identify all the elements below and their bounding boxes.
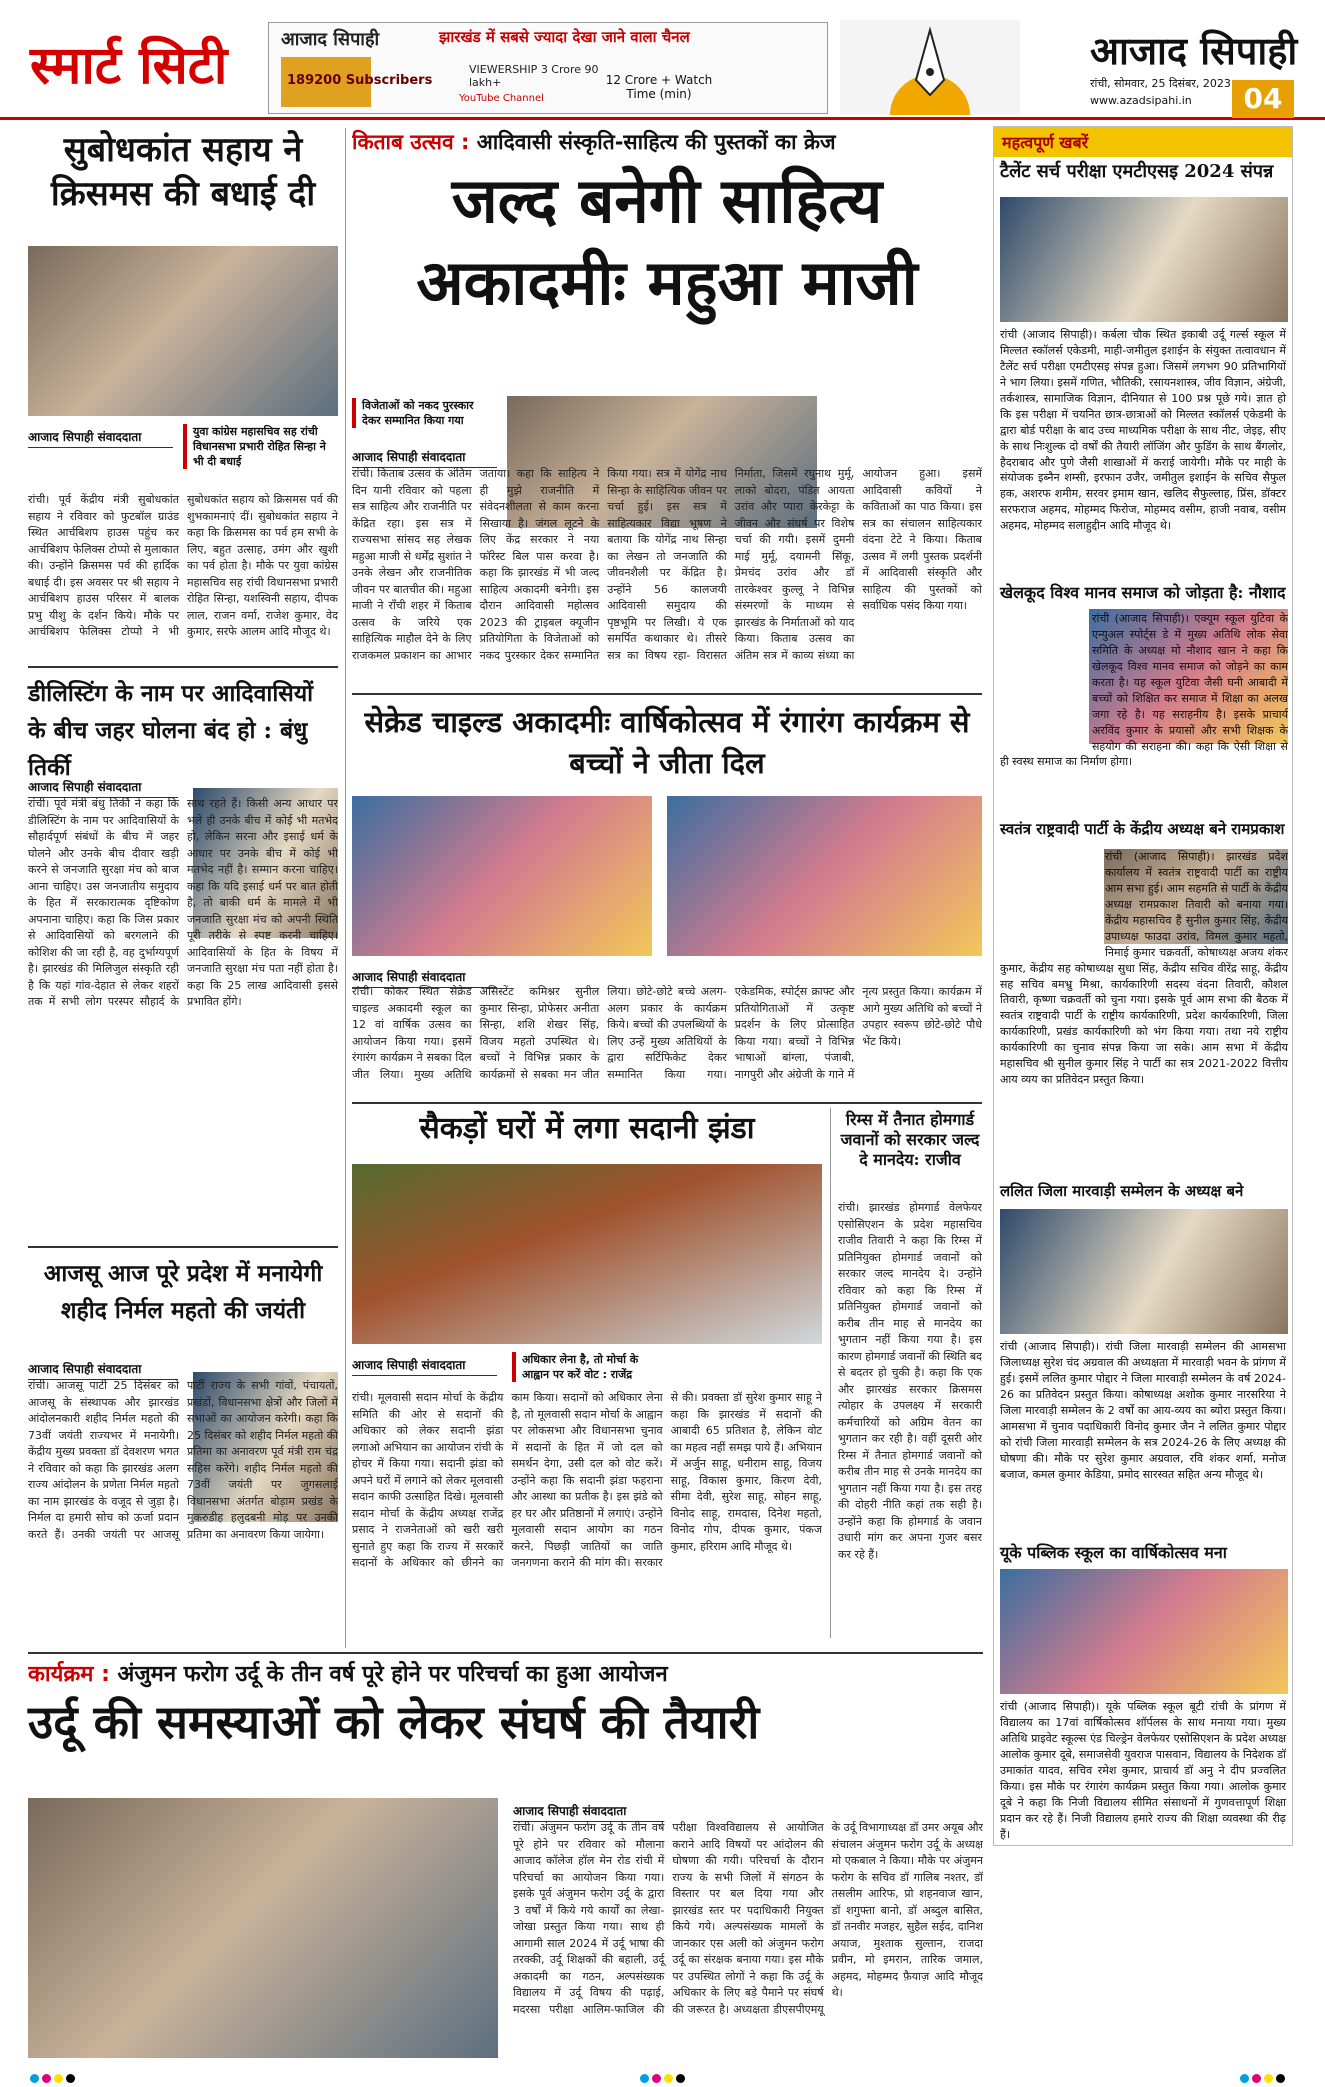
ad-viewership: VIEWERSHIP 3 Crore 90 lakh+ [469,63,599,89]
headline-bandhu-tirkey: डीलिस्टिंग के नाम पर आदिवासियों के बीच जहर घोलना बंद हो : बंधु तिर्की [28,680,314,781]
ad-banner[interactable] [268,22,828,114]
body-text: रांची। पूर्व मंत्री बंधु तिर्की ने कहा कि डीलिस्टिंग के नाम पर आदिवासियों के सौहार्दपूर्ण संबंधों के बीच में जहर घोलने और उनके बीच दीवार खड़ी करने से जनजाति सुरक्षा मंच को बाज आना चाहिए। उस जनजातीय समुदाय के हित में सरकारात्मक दृष्टिकोण अपनाना चाहिए। कहा कि जिस प्रकार से आदिवासियों को बरगलाने की कोशिश की जा रही है, वह दुर्भाग्यपूर्ण है। झारखंड की मिलिजुल संस्कृति रही है कि यहां गांव-देहात से लेकर शहरों तक में सभी लोग परस्पर सौहार्द के साथ रहते हैं। किसी अन्य आधार पर भले ही उनके बीच में कोई भी मतभेद हो, लेकिन सरना और इसाई धर्म के आधार पर उनके बीच में कोई भी मतभेद नहीं है। सम्मान करना चाहिए। कहा कि यदि इसाई धर्म पर बात होती है, तो बाकी धर्म के मामले में भी जनजाति सुरक्षा मंच को अपनी स्थिति पूरी तरीके से स्पष्ट करनी चाहिए। आदिवासियों के हित के विषय में जनजाति सुरक्षा मंच पता नहीं होता है। कहा कि 25 लाख आदिवासी इससे प्रभावित होंगे। [28,797,338,1008]
headline-subodhkant: सुबोधकांत सहाय ने क्रिसमस की बधाई दी [50,130,316,215]
sidebar-title: स्वतंत्र राष्ट्रवादी पार्टी के केंद्रीय अध्यक्ष बने रामप्रकाश [1000,820,1285,838]
divider [352,1102,982,1104]
photo-uk-public-school [1000,1569,1288,1694]
body-text: रांची। आजसू पार्टी 25 दिसंबर को आजसू के संस्थापक और झारखंड आंदोलनकारी शहीद निर्मल महतो की 73वीं जयंती राज्यभर में मनायेगी। केंद्रीय मुख्य प्रवक्ता डॉ देवशरण भगत ने रविवार को कहा कि झारखंड अलग राज्य आंदोलन के प्रणेता निर्मल महतो का नाम झारखंड के वजूद से जुड़ा है। निर्मल दा हमारी सोच को ऊर्जा प्रदान करते हैं। उनकी जयंती पर आजसू पार्टी राज्य के सभी गांवों, पंचायतों, प्रखंडों, विधानसभा क्षेत्रों और जिलों में सभाओं का आयोजन करेगी। कहा कि 25 दिसंबर को शहीद निर्मल महतो की प्रतिमा का अनावरण पूर्व मंत्री राम चंद्र सहिस करेंगे। शहीद निर्मल महतो की 73वीं जयंती पर जुगसलाई विधानसभा अंतर्गत बोड़ाम प्रखंड के मुकरुडीह हलुदबनी मोड़ पर उनकी प्रतिमा का अनावरण किया जायेगा। [28,1379,338,1541]
quote-rajendra: अधिकार लेना है, तो मोर्चा के आह्वान पर करें वोट : राजेंद्र [512,1352,662,1382]
sidebar-body [994,847,1294,1177]
ad-youtube: YouTube Channel [459,93,544,104]
body-text: रांची। अंजुमन फरोग उर्दू के तीन वर्ष पूरे होने पर रविवार को मौलाना आजाद कॉलेज हॉल मेन रोड रांची में परिचर्चा का आयोजन किया गया। इसके पूर्व अंजुमन फरोग उर्दू के द्वारा 3 वर्षों में किये गये कार्यों का लेखा-जोखा प्रस्तुत किया गया। साथ ही आगामी साल 2024 में उर्दू भाषा की तरक्की, उर्दू शिक्षकों की बहाली, उर्दू अकादमी का गठन, अल्पसंख्यक विद्यालय में उर्दू विषय की पढ़ाई, मदरसा परीक्षा आलिम-फाजिल की परीक्षा विश्वविद्यालय से आयोजित कराने आदि विषयों पर आंदोलन की घोषणा की गयी। परिचर्चा के दौरान राज्य के सभी जिलों में संगठन के विस्तार पर बल दिया गया और झारखंड स्तर पर पदाधिकारी नियुक्त किये गये। अल्पसंख्यक मामलों के जानकार एस अली को अंजुमन फरोग उर्दू का संरक्षक बनाया गया। इस मौके पर उपस्थित लोगों ने कहा कि उर्दू के अधिकार के लिए बड़े पैमाने पर संघर्ष की जरूरत है। अध्यक्षता डीएसपीएमयू के उर्दू विभागाध्यक्ष डॉ उमर अयूब और संचालन अंजुमन फरोग उर्दू के अध्यक्ष मो एकबाल ने किया। मौके पर अंजुमन फरोग के सचिव डॉ गालिब नश्तर, डॉ तसलीम आरिफ, प्रो शहनवाज खान, डॉ शगुफ्ता बानो, डॉ अब्दुल बासित, डॉ तनवीर मजहर, सुहैल सईद, दानिश अयाज, मुश्ताक सुल्तान, राजदा प्रवीन, मो इमरान, तारिक जमाल, अहमद, मोहम्मद फ़ैयाज़ आदि मौजूद थे। [513,1821,983,2016]
headline-ajsu: आजसू आज पूरे प्रदेश में मनायेगी शहीद निर्मल महतो की जयंती [43,1260,323,1324]
site-url[interactable]: www.azadsipahi.in [1090,94,1192,107]
kicker [28,1658,983,1688]
byline: आजाद सिपाही संवाददाता [352,1356,497,1376]
headline-urdu: उर्दू की समस्याओं को लेकर संघर्ष की तैयारी [28,1695,760,1749]
sidebar-body: रांची (आजाद सिपाही)। यूके पब्लिक स्कूल बूटी रांची के प्रांगण में विद्यालय का 17वां वार्षिकोत्सव शॉर्पलस के साथ मनाया गया। मुख्य अतिथि प्राइवेट स्कूल्स एंड चिल्ड्रेन वेलफेयर एसोसिएशन के प्रदेश अध्यक्ष आलोक कुमार दूबे, समाजसेवी युवराज पासवान, विद्यालय के निदेशक डॉ उमाकांत यादव, सचिव रमेश कुमार, प्राचार्य डॉ अनु ने दीप प्रज्वलित किया। इस मौके पर रंगारंग कार्यक्रम प्रस्तुत किया गया। आलोक कुमार दूबे ने कहा कि निजी विद्यालय सीमित संसाधनों में गुणवत्तापूर्ण शिक्षा प्रदान कर रहे हैं। निजी विद्यालय हमारे राज्य की शिक्षा व्यवस्था की रीढ़ हैं। [1000,1700,1286,1841]
lead-headline: जल्द बनेगी साहित्य अकादमीः महुआ माजी [416,164,918,319]
page-header [0,0,1325,120]
photo-sadani-flag [352,1164,822,1344]
caption-quote: युवा कांग्रेस महासचिव सह रांची विधानसभा प्रभारी रोहित सिन्हा ने भी दी बधाई [183,424,338,469]
sidebar-important-news [993,126,1293,1846]
ad-tagline: झारखंड में सबसे ज्यादा देखा जाने वाला चैनल [439,28,690,46]
photo-christmas-meeting [28,246,338,416]
divider [28,1652,983,1654]
headline-sacred-child: सेक्रेड चाइल्ड अकादमीः वार्षिकोत्सव में रंगारंग कार्यक्रम से बच्चों ने जीता दिल [364,705,970,780]
photo-urdu-meeting [28,1798,498,2058]
ad-brand: आजाद सिपाही [281,29,380,50]
byline: आजाद सिपाही संवाददाता [28,428,173,448]
article-subodhkant [28,424,338,692]
column-rule [830,1108,831,1638]
date-line: रांची, सोमवार, 25 दिसंबर, 2023 [1090,77,1231,90]
ad-subscribers: 189200 Subscribers [287,73,433,88]
body-text: रांची। कोकर स्थित सेक्रेड चाइल्ड अकादमी स्कूल का 12 वां वार्षिक उत्सव का आयोजन किया गया। इसमें रंगारंग कार्यक्रम ने सबका दिल जीत लिया। मुख्य अतिथि असिस्टेंट कमिश्नर सुनील कुमार सिन्हा, प्रोफेसर अनीता सिन्हा, शशि शेखर सिंह, विजय महतो उपस्थित थे। बच्चों ने विभिन्न प्रकार के कार्यक्रमों से सबका मन जीत लिया। छोटे-छोटे बच्चे अलग-अलग प्रकार के कार्यक्रम किये। बच्चों की उपलब्धियों के लिए उन्हें मुख्य अतिथियों के द्वारा सर्टिफिकेट देकर सम्मानित किया गया। एकेडमिक, स्पोर्ट्स क्राफ्ट और प्रतियोगिताओं में उत्कृष्ट प्रदर्शन के लिए प्रोत्साहित किया गया। बच्चों ने विभिन्न भाषाओं बांग्ला, पंजाबी, नागपुरी और अंग्रेजी के गाने में नृत्य प्रस्तुत किया। कार्यक्रम में आगे मुख्य अतिथि को बच्चों ने उपहार स्वरूप छोटे-छोटे पौधे भेंट किये। [352,985,982,1081]
kicker-text: अंजुमन फरोग उर्दू के तीन वर्ष पूरे होने पर परिचर्चा का हुआ आयोजन [117,1662,668,1687]
kicker-text: आदिवासी संस्कृति-साहित्य की पुस्तकों का क्रेज [476,130,836,154]
photo-exam-hall [1000,197,1288,322]
divider [28,666,338,668]
kicker-label: कार्यक्रम : [28,1662,110,1687]
photo-annual-function-1 [352,796,652,956]
sidebar-title: खेलकूद विश्व मानव समाज को जोड़ता है: नौशाद [1000,583,1286,602]
lead-body: रांची। किताब उत्सव के अंतिम दिन यानी रविवार को पहला सत्र साहित्य और राजनीति पर केंद्रित रहा। इस सत्र में राज्यसभा सांसद सह लेखक महुआ माजी से धर्मेंद्र सुशांत ने उनके लेखन और राजनीतिक जीवन पर बातचीत की। महुआ माजी ने राँची शहर में किताब उत्सव के जरिये एक साहित्यिक माहौल देने के लिए राजकमल प्रकाशन का आभार जताया। कहा कि साहित्य ने ही मुझे राजनीति में संवेदनशीलता से काम करना सिखाया है। जंगल लूटने के लिए केंद्र सरकार ने नया फॉरेस्ट बिल पास करवा है। कहा कि झारखंड में भी जल्द साहित्य अकादमी बनेगी। इस दौरान आदिवासी महोत्सव 2023 की ट्राइबल क्यूजीन प्रतियोगिता के विजेताओं को नकद पुरस्कार देकर सम्मानित किया गया। सत्र में योगेंद्र नाथ सिन्हा के साहित्यिक जीवन पर चर्चा हुई। इस सत्र में साहित्यकार विद्या भूषण ने बताया कि योगेंद्र नाथ सिन्हा का लेखन तो जनजाति की जीवनशैली पर केंद्रित है। उन्होंने 56 कालजयी आदिवासी समुदाय की पृष्ठभूमि पर लिखी। ये एक समर्पित कथाकार थे। तीसरे सत्र का विषय रहा- विरासत निर्माता, जिसमें रघुनाथ मुर्मू, लाको बोदरा, पंडित आयता उरांव और प्यारा केरकेट्टा के जीवन और संघर्ष पर विशेष चर्चा की गयी। इसमें दुमनी माई मुर्मू, दयामनी सिंकू, प्रेमचंद उरांव और डॉ तारकेश्वर कुल्लू ने विभिन्न संस्मरणों के माध्यम से झारखंड के निर्माताओं को याद किया। किताब उत्सव का अंतिम सत्र में काव्य संध्या का आयोजन हुआ। इसमें आदिवासी कवियों ने कविताओं का पाठ किया। इस सत्र का संचालन साहित्यकार वंदना टेटे ने किया। किताब उत्सव में लगी पुस्तक प्रदर्शनी में आदिवासी संस्कृति और साहित्य की पुस्तकों को सर्वाधिक पसंद किया गया। [352,467,982,662]
bottom-story [28,1658,983,2058]
section-title: स्मार्ट सिटी [30,35,228,96]
headline-home-guard: रिम्स में तैनात होमगार्ड जवानों को सरकार जल्द दे मानदेय: राजीव [840,1110,980,1169]
byline: आजाद सिपाही संवाददाता [28,1360,178,1380]
photo-annual-function-2 [667,796,982,956]
sidebar-title: यूके पब्लिक स्कूल का वार्षिकोत्सव मना [1000,1543,1227,1562]
sidebar-body-text: रांची (आजाद सिपाही)। एक्यूम स्कूल युटिवा के एन्युअल स्पोर्ट्स डे में मुख्य अतिथि लोक सेवा समिति के अध्यक्ष मो नौशाद खान ने कहा कि खेलकूद विश्व मानव समाज को जोड़ने का काम करता है। यह स्कूल युटिवा जैसी घनी आबादी में बच्चों को शिक्षित कर समाज में शिक्षा का अलख जगा रहे है। यह सराहनीय है। इसके प्राचार्य अरविंद कुमार के प्रयासों और सभी शिक्षक के सहयोग की सराहना की। कहा कि ऐसी शिक्षा से ही स्वस्थ समाज का निर्माण होगा। [1000,612,1288,769]
sidebar-body [994,609,1294,814]
byline: आजाद सिपाही संवाददाता [28,778,178,798]
divider [28,1246,338,1248]
sidebar-body: रांची (आजाद सिपाही)। कर्बला चौक स्थित इकाबी उर्दू गर्ल्स स्कूल में मिल्लत स्कॉलर्स एकेडमी, माही-जमीतुल इशाईन के संयुक्त तत्वावधान में टैलेंट सर्च परीक्षा एमटीएसइ संपन्न हुआ। जिसमें लगभग 90 प्रतिभागियों ने भाग लिया। इसमें गणित, भौतिकी, रसायनशास्त्र, जीव विज्ञान, अंग्रेजी, तर्कशास्त्र, सामाजिक विज्ञान, दीनियात से 100 प्रश्न पूछे गये। ज्ञात हो कि इस परीक्षा में चयनित छात्र-छात्राओं को मिल्लत स्कॉलर्स एकेडमी के द्वारा बोर्ड परीक्षा के बाद उच्च माध्यमिक परीक्षा के साथ नीट, जेइइ, सीए के साथ निःशुल्क दो वर्षों की तैयारी लॉजिंग और फुडिंग के साथ बैंगलोर, हैदराबाद और पुणे जैसी शाखाओं में कराई जायेगी। मौके पर माही के संयोजक इब्नैन शम्सी, इरफान उजैर, जमीतुल इशाईन के सचिव सैफुल हक, अशरफ शमीम, सरवर इमाम खान, खलिद सैफुल्लाह, प्रिंस, डॉक्टर सरफराज अहमद, मोहम्मद फिरोज, मोहम्मद वसीम, हाजी नवाब, वसीम अहमद, मोहम्मद सलाहुद्दीन आदि मौजूद थे। [1000,328,1286,533]
sidebar-title: टैलेंट सर्च परीक्षा एमटीएसइ 2024 संपन्न [1000,161,1274,182]
column-rule [345,128,346,1648]
body-text: रांची। झारखंड होमगार्ड वेलफेयर एसोसिएशन के प्रदेश महासचिव राजीव तिवारी ने कहा कि रिम्स में प्रतिनियुक्त होमगार्ड जवानों को सरकार जल्द मानदेय दे। उन्होंने रविवार को कहा कि रिम्स में प्रतिनियुक्त होमगार्ड जवानों को करीब तीन माह से मानदेय का भुगतान नहीं किया गया है। इस कारण होमगार्ड जवानों की स्थिति बद से बदतर हो चुकी है। कहा कि एक और झारखंड सरकार क्रिसमस त्योहार के उपलक्ष्य में सरकारी कर्मचारियों को अग्रिम वेतन का भुगतान कर रही है। वहीं दूसरी ओर रिम्स में तैनात होमगार्ड जवानों को करीब तीन माह से उनके मानदेय का भुगतान नहीं किया गया है। इस तरह की दोहरी नीति कहां तक सही है। उन्होंने कहा कि होमगार्ड के जवान उधारी मांग कर अपना गुजर बसर कर रहे हैं। [838,1201,982,1561]
left-column [28,128,338,1628]
page-number: 04 [1232,80,1294,118]
body-text: रांची। मूलवासी सदान मोर्चा के केंद्रीय समिति की ओर से सदानों की अधिकार को लेकर सदानी झंडा लगाओ अभियान का आयोजन रांची के होचर में किया गया। सदानी झंडा को अपने घरों में लगाने को लेकर मूलवासी सदान काफी उत्साहित दिखे। मूलवासी सदान मोर्चा के केंद्रीय अध्यक्ष राजेंद्र प्रसाद ने राजनेताओं को खरी खरी सुनाते हुए कहा कि राज्य में सरकारें सदानों के अधिकार को छीनने का काम किया। सदानों को अधिकार लेना है, तो मूलवासी सदान मोर्चा के आह्वान पर लोकसभा और विधानसभा चुनाव में सदानों के हित में जो दल को समर्थन देगा, उसी दल को वोट करें। उन्होंने कहा कि सदानी झंडा फहराना और आस्था का प्रतीक है। इस झंडे को हर घर और प्रतिष्ठानों में लगाएं। उन्होंने मूलवासी सदान आयोग का गठन करने, पिछड़ी जातियों का जाति जनगणना कराने की मांग की। सरकार से की। प्रवक्ता डॉ सुरेश कुमार साहू ने कहा कि झारखंड में सदानों की आबादी 65 प्रतिशत है, लेकिन वोट का महत्व नहीं समझ पाये हैं। अभियान में अर्जुन साहू, धनीराम साहू, विजय साहू, विकास कुमार, किरण देवी, सीमा देवी, सुरेश साहू, सोहन साहू, विनोद साहू, रामदास, दिनेश महतो, विनोद गोप, दीपक कुमार, पंकज कुमार, हरिराम आदि मौजूद थे। [352,1391,822,1569]
byline: आजाद सिपाही संवाददाता [352,448,497,468]
ad-watch-time: 12 Crore + Watch Time (min) [605,73,713,101]
body-text: रांची। पूर्व केंद्रीय मंत्री सुबोधकांत सहाय ने रविवार को फुटबॉल ग्राउंड स्थित आर्चबिशप हाउस पहुंच कर आर्चबिशप फेलिक्स टोप्पो से मुलाकात की। उन्होंने क्रिसमस पर्व की हार्दिक बधाई दी। इस अवसर पर श्री सहाय ने आर्चबिशप हाउस परिसर में बालक प्रभु यीशु के दर्शन किये। मौके पर आर्चबिशप फेलिक्स टोप्पो ने भी सुबोधकांत सहाय को क्रिसमस पर्व की शुभकामनाएं दीं। सुबोधकांत सहाय ने कहा कि क्रिसमस का पर्व हम सभी के लिए, बहुत उत्साह, उमंग और खुशी का पर्व होता है। मौके पर युवा कांग्रेस महासचिव सह रांची विधानसभा प्रभारी रोहित सिन्हा, यशस्विनी सहाय, दीपक लाल, राजन वर्मा, राजेश कुमार, वेद कुमार, सरफे आलम आदि मौजूद थे। [28,493,338,638]
middle-column [352,128,982,1648]
kicker [352,128,982,156]
photo-marwari-sammelan [1000,1209,1288,1334]
divider [352,693,982,695]
sidebar-body: रांची (आजाद सिपाही)। रांची जिला मारवाड़ी सम्मेलन की आमसभा जिलाध्यक्ष सुरेश चंद अग्रवाल की अध्यक्षता में मारवाड़ी भवन के प्रांगण में हुई। इसमें ललित कुमार पोद्दार ने जिला मारवाड़ी सम्मेलन के वर्ष 2024-26 का प्रतिवेदन प्रस्तुत किया। कोषाध्यक्ष अशोक कुमार नारसरिया ने जिला मारवाड़ी सम्मेलन के 2 वर्षों का आय-व्यय का ब्योरा प्रस्तुत किया। आमसभा में चुनाव पदाधिकारी विनोद कुमार जैन ने ललित कुमार पोद्दार को रांची जिला मारवाड़ी सम्मेलन के सत्र 2024-26 के लिए अध्यक्ष की घोषणा की। मौके पर सुरेश कुमार अग्रवाल, रवि शंकर शर्मा, मनोज बजाज, कमल कुमार केडिया, प्रमोद सारस्वत सहित अन्य मौजूद थे। [1000,1340,1286,1481]
lead-quote: विजेताओं को नकद पुरस्कार देकर सम्मानित किया गया [352,398,492,428]
headline-sadani-flag: सैकड़ों घरों में लगा सदानी झंडा [419,1111,755,1146]
byline: आजाद सिपाही संवाददाता [513,1802,663,1822]
masthead: आजाद सिपाही [1090,28,1298,73]
sidebar-title: ललित जिला मारवाड़ी सम्मेलन के अध्यक्ष बने [1000,1182,1244,1200]
pen-nib-logo-icon [840,20,1020,115]
sidebar-body-text: रांची (आजाद सिपाही)। झारखंड प्रदेश कार्यालय में स्वतंत्र राष्ट्रवादी पार्टी का राष्ट्रीय आम सभा हुई। आम सहमति से पार्टी के केंद्रीय अध्यक्ष रामप्रकाश तिवारी को बनाया गया। केंद्रीय महासचिव हैं सुनील कुमार सिंह, केंद्रीय उपाध्यक्ष फाउदा उरांव, विमल कुमार महतो, निमाई कुमार चक्रवर्ती, कोषाध्यक्ष अजय शंकर कुमार, केंद्रीय सह कोषाध्यक्ष सुधा सिंह, केंद्रीय सचिव वीरेंद्र साहू, केंद्रीय सह सचिव बमभ्रु मिश्रा, कार्यकारिणी सदस्य वंदना तिवारी, कौशल तिवारी, कृष्णा चक्रवर्ती को चुना गया। इसके पूर्व आम सभा की बैठक में स्वतंत्र राष्ट्रवादी पार्टी के राष्ट्रीय कार्यकारिणी, प्रदेश कार्यकारिणी, जिला कार्यकारिणी, प्रखंड कार्यकारिणी को भंग किया गया। तथा नये राष्ट्रीय कार्यकारिणी का चुनाव संपन्न किया जा सके। आम सभा में केंद्रीय महासचिव श्री सुनील कुमार सिंह ने पार्टी का सत्र 2021-2022 वित्तीय आय व्यय का प्रतिवेदन प्रस्तुत किया। [1000,850,1288,1087]
byline: आजाद सिपाही संवाददाता [352,968,497,988]
kicker-label: किताब उत्सव : [352,130,470,154]
sidebar-header: महत्वपूर्ण खबरें [994,127,1292,157]
color-registration-marks [0,2068,1325,2078]
